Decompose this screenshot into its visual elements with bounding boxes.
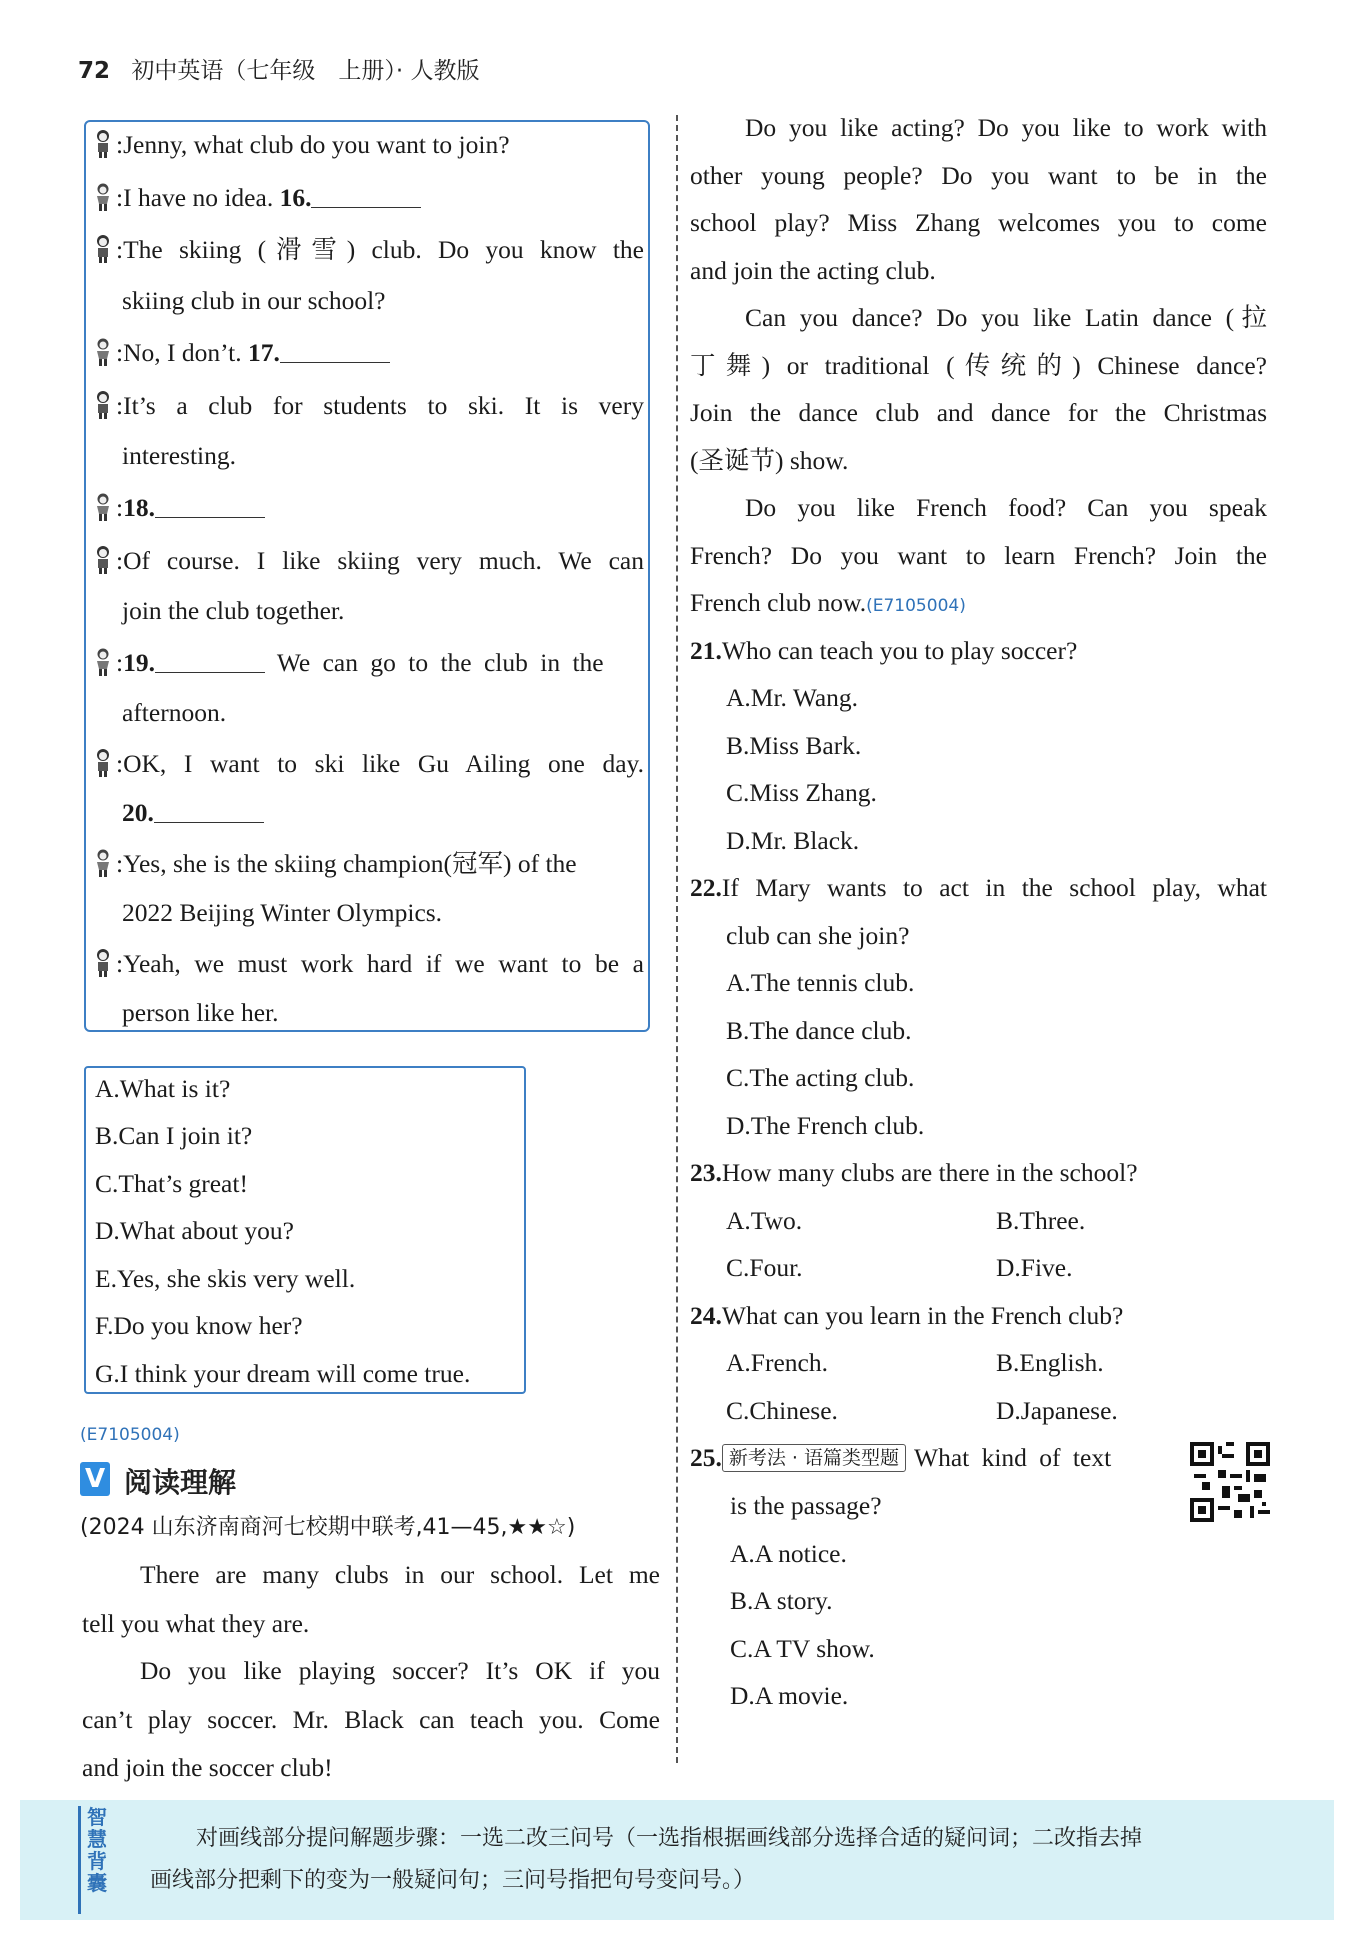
- section-badge: V: [80, 1462, 110, 1496]
- tip-text: [150, 1818, 1300, 1902]
- option-a[interactable]: A.What is it?: [95, 1074, 231, 1103]
- q25-option-d[interactable]: D.A movie.: [730, 1681, 849, 1710]
- dialogue-text: Of course. I like skiing very much. We can: [123, 546, 644, 575]
- answer-blank[interactable]: [154, 800, 264, 823]
- question-22-cont: club can she join?: [726, 921, 910, 950]
- dialogue-line-5: :No, I don’t. 17.: [92, 337, 390, 368]
- passage-line: There are many clubs in our school. Let me: [140, 1560, 660, 1589]
- dialogue-text: No, I don’t.: [123, 338, 248, 367]
- passage-line: Join the dance club and dance for the Christmas: [690, 398, 1267, 427]
- girl-speaker-icon: [92, 545, 114, 575]
- option-d[interactable]: D.What about you?: [95, 1216, 294, 1245]
- blank-number: 19.: [123, 648, 155, 677]
- dialogue-line-1: :Jenny, what club do you want to join?: [92, 129, 510, 160]
- girl-speaker-icon: [92, 948, 114, 978]
- q25-option-c[interactable]: C.A TV show.: [730, 1634, 875, 1663]
- q24-option-c[interactable]: C.Chinese.: [726, 1396, 838, 1425]
- question-stem: What kind of text: [914, 1443, 1112, 1472]
- q24-option-b[interactable]: B.English.: [996, 1348, 1104, 1377]
- answer-blank[interactable]: [280, 340, 390, 363]
- page-number: 72: [78, 58, 111, 84]
- passage-line: Do you like playing soccer? It’s OK if you: [140, 1656, 660, 1685]
- question-22: [690, 873, 1267, 903]
- q25-option-b[interactable]: B.A story.: [730, 1586, 833, 1615]
- blank-number: 17.: [248, 338, 280, 367]
- passage-line: 丁舞) or traditional (传统的) Chinese dance?: [690, 351, 1267, 380]
- option-c[interactable]: C.That’s great!: [95, 1169, 248, 1198]
- q25-option-a[interactable]: A.A notice.: [730, 1539, 847, 1568]
- qr-code-icon[interactable]: [1190, 1442, 1270, 1522]
- question-number: 21.: [690, 636, 722, 665]
- question-number: 23.: [690, 1158, 722, 1187]
- boy-speaker-icon: [92, 492, 114, 522]
- passage-line: tell you what they are.: [82, 1609, 310, 1638]
- dialogue-line-16: 2022 Beijing Winter Olympics.: [122, 898, 443, 927]
- tip-text-line: 画线部分把剩下的变为一般疑问句；三问号指把句号变问号。）: [150, 1868, 756, 1893]
- passage-text: French club now.: [690, 588, 867, 617]
- passage-line: other young people? Do you want to be in the: [690, 161, 1267, 190]
- question-number: 24.: [690, 1301, 722, 1330]
- dialogue-text: OK, I want to ski like Gu Ailing one day.: [123, 749, 644, 778]
- passage-line: Do you like acting? Do you like to work with: [745, 113, 1267, 142]
- dialogue-line-7: interesting.: [122, 441, 237, 470]
- question-number: 25.: [690, 1443, 722, 1472]
- dialogue-text: It’s a club for students to ski. It is very: [123, 391, 644, 420]
- book-title: 初中英语（七年级 上册）· 人教版: [131, 58, 480, 84]
- question-stem: If Mary wants to act in the school play, what: [721, 873, 1267, 902]
- dialogue-text: Yeah, we must work hard if we want to be a: [123, 949, 644, 978]
- q21-option-b[interactable]: B.Miss Bark.: [726, 731, 862, 760]
- q22-option-d[interactable]: D.The French club.: [726, 1111, 925, 1140]
- q21-option-d[interactable]: D.Mr. Black.: [726, 826, 860, 855]
- passage-line: (圣诞节) show.: [690, 446, 849, 475]
- dialogue-line-6: :It’s a club for students to ski. It is very: [92, 390, 644, 421]
- page-header: [78, 52, 479, 85]
- boy-speaker-icon: [92, 182, 114, 212]
- section-title: 阅读理解: [124, 1466, 237, 1499]
- question-23: [690, 1158, 1138, 1188]
- dialogue-text: We can go to the club in the: [264, 648, 604, 677]
- option-g[interactable]: G.I think your dream will come true.: [95, 1359, 471, 1388]
- q22-option-b[interactable]: B.The dance club.: [726, 1016, 912, 1045]
- question-stem: What can you learn in the French club?: [721, 1301, 1124, 1330]
- dialogue-line-12: afternoon.: [122, 698, 227, 727]
- option-f[interactable]: F.Do you know her?: [95, 1311, 303, 1340]
- q23-option-d[interactable]: D.Five.: [996, 1253, 1073, 1282]
- q24-option-a[interactable]: A.French.: [726, 1348, 828, 1377]
- q21-option-c[interactable]: C.Miss Zhang.: [726, 778, 877, 807]
- boy-speaker-icon: [92, 647, 114, 677]
- question-stem: Who can teach you to play soccer?: [721, 636, 1078, 665]
- passage-line: and join the acting club.: [690, 256, 936, 285]
- passage-line: Can you dance? Do you like Latin dance (拉: [745, 303, 1267, 332]
- question-number: 22.: [690, 873, 722, 902]
- dialogue-text: Jenny, what club do you want to join?: [123, 130, 510, 159]
- q21-option-a[interactable]: A.Mr. Wang.: [726, 683, 859, 712]
- blank-number: 16.: [279, 183, 312, 212]
- dialogue-line-10: join the club together.: [122, 596, 345, 625]
- passage-line: school play? Miss Zhang welcomes you to come: [690, 208, 1267, 237]
- passage-line: Do you like French food? Can you speak: [745, 493, 1267, 522]
- passage-line: [690, 588, 966, 621]
- dialogue-line-9: :Of course. I like skiing very much. We can: [92, 545, 644, 576]
- passage-line: can’t play soccer. Mr. Black can teach you. Come: [82, 1705, 660, 1734]
- passage-line: and join the soccer club!: [82, 1753, 333, 1782]
- blank-number: 18.: [123, 493, 155, 522]
- girl-speaker-icon: [92, 234, 114, 264]
- boy-speaker-icon: [92, 848, 114, 878]
- dialogue-text: Yes, she is the skiing champion(冠军) of the: [123, 849, 577, 878]
- q22-option-c[interactable]: C.The acting club.: [726, 1063, 915, 1092]
- dialogue-line-13: :OK, I want to ski like Gu Ailing one day.: [92, 748, 644, 779]
- question-21: [690, 636, 1077, 666]
- dialogue-text: I have no idea.: [123, 183, 280, 212]
- dialogue-line-3: :The skiing (滑雪) club. Do you know the: [92, 234, 644, 265]
- dialogue-line-18: person like her.: [122, 998, 279, 1027]
- boy-speaker-icon: [92, 337, 114, 367]
- dialogue-line-8: :18.: [92, 492, 265, 523]
- tip-text-line: 对画线部分提问解题步骤：一选二改三问号（一选指根据画线部分选择合适的疑问词；二改指去掉: [196, 1826, 1143, 1851]
- dialogue-line-2: :I have no idea. 16.: [92, 182, 421, 213]
- question-stem: How many clubs are there in the school?: [721, 1158, 1138, 1187]
- question-25: [690, 1443, 1111, 1473]
- girl-speaker-icon: [92, 390, 114, 420]
- girl-speaker-icon: [92, 748, 114, 778]
- question-25-cont: is the passage?: [730, 1491, 882, 1520]
- dialogue-line-4: skiing club in our school?: [122, 286, 386, 315]
- question-type-tag: 新考法 · 语篇类型题: [722, 1444, 906, 1472]
- dialogue-text: The skiing (滑雪) club. Do you know the: [123, 235, 644, 264]
- dialogue-line-14: [122, 798, 264, 828]
- blank-number: 20.: [122, 798, 154, 827]
- question-24: [690, 1301, 1123, 1331]
- q23-option-c[interactable]: C.Four.: [726, 1253, 803, 1282]
- section-source: (2024 山东济南商河七校期中联考,41—45,★★☆): [80, 1515, 576, 1540]
- option-e[interactable]: E.Yes, she skis very well.: [95, 1264, 356, 1293]
- q23-option-b[interactable]: B.Three.: [996, 1206, 1086, 1235]
- dialogue-line-11: :19. We can go to the club in the: [92, 647, 604, 678]
- answer-blank[interactable]: [155, 650, 265, 673]
- answer-blank[interactable]: [311, 185, 421, 208]
- dialogue-line-17: :Yeah, we must work hard if we want to be a: [92, 948, 644, 979]
- column-divider: [676, 115, 678, 1763]
- dialogue-line-15: :Yes, she is the skiing champion(冠军) of the: [92, 848, 577, 879]
- answer-blank[interactable]: [155, 495, 265, 518]
- tip-label: 智慧背囊: [78, 1806, 117, 1914]
- q22-option-a[interactable]: A.The tennis club.: [726, 968, 915, 997]
- option-b[interactable]: B.Can I join it?: [95, 1121, 253, 1150]
- exercise-code: (E7105004): [80, 1425, 180, 1445]
- exercise-code: (E7105004): [866, 596, 966, 616]
- q24-option-d[interactable]: D.Japanese.: [996, 1396, 1118, 1425]
- passage-line: French? Do you want to learn French? Join the: [690, 541, 1267, 570]
- q23-option-a[interactable]: A.Two.: [726, 1206, 803, 1235]
- tip-box: [20, 1800, 1334, 1920]
- girl-speaker-icon: [92, 129, 114, 159]
